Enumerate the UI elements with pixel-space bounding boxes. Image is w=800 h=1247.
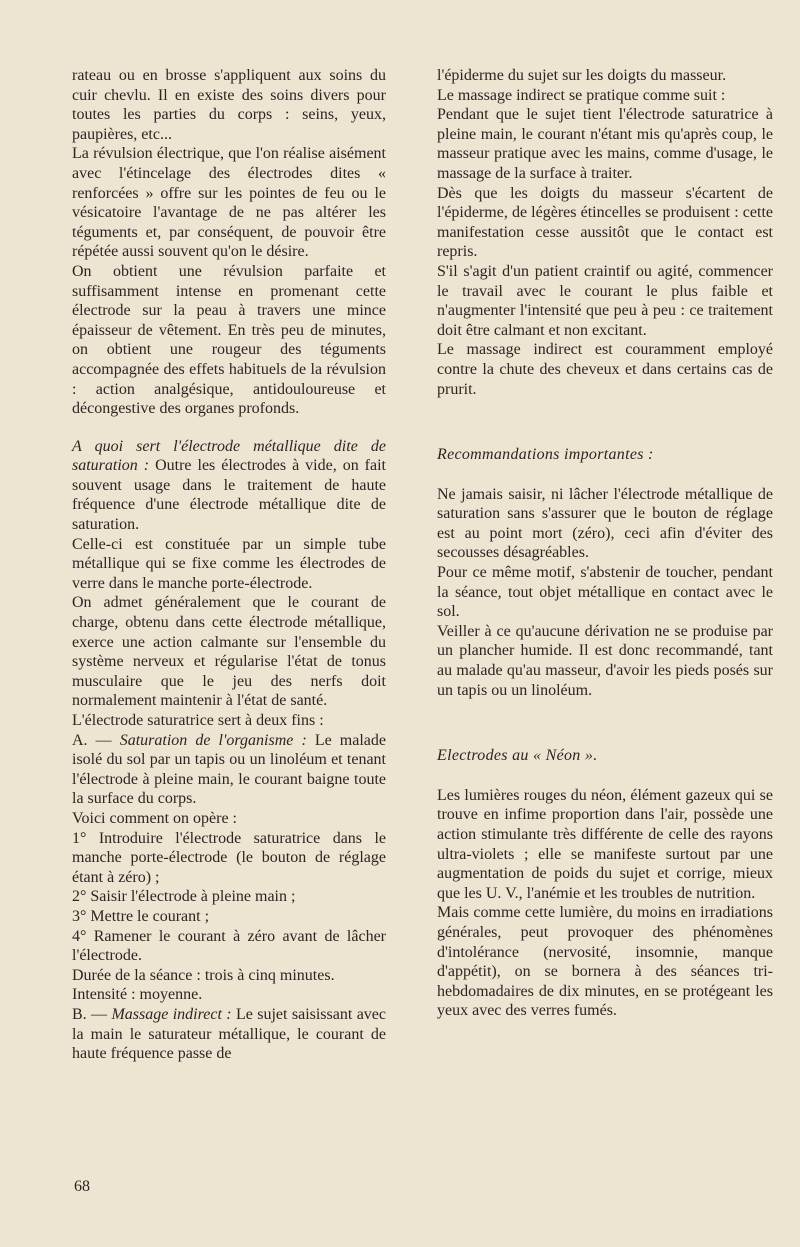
right-column: [437, 66, 773, 1021]
paragraph-text: Durée de la séance : trois à cinq minutes.: [72, 966, 335, 984]
paragraph-text: Le sujet saisissant avec la main le saturateur métallique, le courant de haute fréquence passe de: [72, 1005, 386, 1063]
paragraph: [72, 1005, 386, 1064]
paragraph-text: On admet généralement que le courant de charge, obtenu dans cette électrode métallique, exerce une action calmante sur l'ensemble du système nerveux et régularise l'état de tonus musculaire que le jeu des nerfs doit normalement maintenir à l'état de santé.: [72, 594, 386, 710]
paragraph-title: A quoi sert l'électrode métallique dite de saturation :: [72, 437, 386, 475]
paragraph-text: Intensité : moyenne.: [72, 986, 203, 1004]
paragraph: [72, 144, 386, 262]
paragraph-text: Celle-ci est constituée par un simple tube métallique qui se fixe comme les électrodes de verre dans le manche porte-électrode.: [72, 535, 386, 592]
paragraph-text: 4° Ramener le courant à zéro avant de lâcher l'électrode.: [72, 927, 386, 965]
paragraph-text: Voici comment on opère :: [72, 809, 237, 827]
page-number: 68: [74, 1178, 90, 1195]
paragraph: [72, 262, 386, 419]
paragraph-title: Massage indirect :: [111, 1005, 232, 1023]
paragraph: [437, 184, 773, 262]
paragraph-text: On obtient une révulsion parfaite et suffisamment intense en promenant cette électrode sur la peau à travers une mince épaisseur de vêtement. En très peu de minutes, on obtient une rougeur des téguments accompagnée des effets habituels de la révulsion : action analgésique, antidouloureuse et décongestive des organes profonds.: [72, 262, 386, 418]
paragraph-lead: B. —: [72, 1005, 112, 1023]
paragraph: [437, 340, 773, 399]
paragraph: [72, 829, 386, 888]
paragraph-text: Outre les électrodes à vide, on fait souvent usage dans le traitement de haute fréquence d'une électrode métallique dite de saturation.: [72, 457, 386, 534]
paragraph: [72, 66, 386, 144]
paragraph: [437, 485, 773, 563]
paragraph-text: Le massage indirect se pratique comme suit :: [437, 86, 726, 104]
paragraph-lead: A. —: [72, 731, 120, 749]
paragraph: [437, 786, 773, 904]
paragraph-text: Le malade isolé du sol par un tapis ou un linoléum et tenant l'électrode à pleine main, le courant baigne toute la surface du corps.: [72, 731, 387, 808]
paragraph-text: Pour ce même motif, s'abstenir de toucher, pendant la séance, tout objet métallique en contact avec le sol.: [437, 564, 773, 621]
paragraph: [437, 262, 773, 340]
paragraph: [72, 593, 386, 711]
paragraph: [437, 66, 773, 86]
paragraph-text: L'électrode saturatrice sert à deux fins :: [72, 712, 324, 729]
paragraph: [437, 622, 773, 700]
paragraph-text: La révulsion électrique, que l'on réalise aisément avec l'étincelage des électrodes dites « renforcées » offre sur les pointes de feu ou le vésicatoire l'avantage de ne pas altérer les téguments et, par conséquent, de pouvoir être répétée aussi souvent qu'on le désire.: [72, 145, 386, 261]
paragraph: [437, 105, 773, 183]
paragraph: [72, 887, 386, 907]
paragraph-text: Ne jamais saisir, ni lâcher l'électrode métallique de saturation sans s'assurer que le bouton de réglage est au point mort (zéro), ceci afin d'éviter des secousses désagréables.: [437, 485, 773, 562]
paragraph: [72, 927, 386, 966]
paragraph: [437, 903, 773, 1021]
paragraph: [72, 966, 386, 986]
paragraph-text: Veiller à ce qu'aucune dérivation ne se produise par un plancher humide. Il est donc recommandé, tant au malade qu'au masseur, d'avoir les pieds posés sur un tapis ou un linoléum.: [437, 622, 773, 699]
paragraph-text: Dès que les doigts du masseur s'écartent de l'épiderme, de légères étincelles se produisent : cette manifestation cesse aussitôt que le contact est repris.: [437, 184, 773, 261]
paragraph-text: S'il s'agit d'un patient craintif ou agité, commencer le travail avec le courant le plus faible et n'augmenter l'intensité que peu à peu : ce traitement doit être calmant et non excitant.: [437, 262, 773, 339]
paragraph-text: l'épiderme du sujet sur les doigts du masseur.: [437, 67, 727, 84]
paragraph-text: Pendant que le sujet tient l'électrode saturatrice à pleine main, le courant n'étant mis qu'après coup, le masseur pratique avec les mains, comme d'usage, le massage de la surface à traiter.: [437, 106, 773, 182]
section-heading: Recommandations importantes :: [437, 446, 654, 464]
paragraph: [72, 985, 386, 1005]
paragraph: [72, 731, 386, 809]
paragraph-text: Mais comme cette lumière, du moins en irradiations générales, peut provoquer des phénomènes d'intolérance (nervosité, insomnie, manque d'appétit), on se bornera à des séances tri-hebdomadaires de dix minutes, en se protégeant les yeux avec des verres fumés.: [437, 904, 773, 1020]
section-heading: Electrodes au « Néon ».: [437, 747, 598, 765]
paragraph: [437, 86, 773, 106]
paragraph: [72, 437, 386, 535]
paragraph: [437, 563, 773, 622]
paragraph-text: Les lumières rouges du néon, élément gazeux qui se trouve en infime proportion dans l'air, possède une action stimulante très différente de celle des rayons ultra-violets ; elle se manifeste surtout par une augmentation de poids du sujet et corrige, mieux que les U. V., l'anémie et les troubles de nutrition.: [437, 786, 773, 902]
paragraph-title: Saturation de l'organisme :: [119, 731, 307, 749]
paragraph-text: Le massage indirect est couramment employé contre la chute des cheveux et dans certains cas de prurit.: [437, 341, 773, 398]
paragraph: [72, 809, 386, 829]
paragraph: [72, 907, 386, 927]
paragraph-text: 1° Introduire l'électrode saturatrice dans le manche porte-électrode (le bouton de réglage étant à zéro) ;: [72, 829, 386, 886]
paragraph: [72, 535, 386, 594]
left-column: [72, 66, 386, 1064]
paragraph-text: 3° Mettre le courant ;: [72, 907, 210, 925]
paragraph-text: 2° Saisir l'électrode à pleine main ;: [72, 888, 296, 906]
paragraph: [72, 711, 386, 731]
paragraph-text: rateau ou en brosse s'appliquent aux soins du cuir chevlu. Il en existe des soins divers pour toutes les parties du corps : seins, yeux, paupières, etc...: [72, 67, 386, 143]
